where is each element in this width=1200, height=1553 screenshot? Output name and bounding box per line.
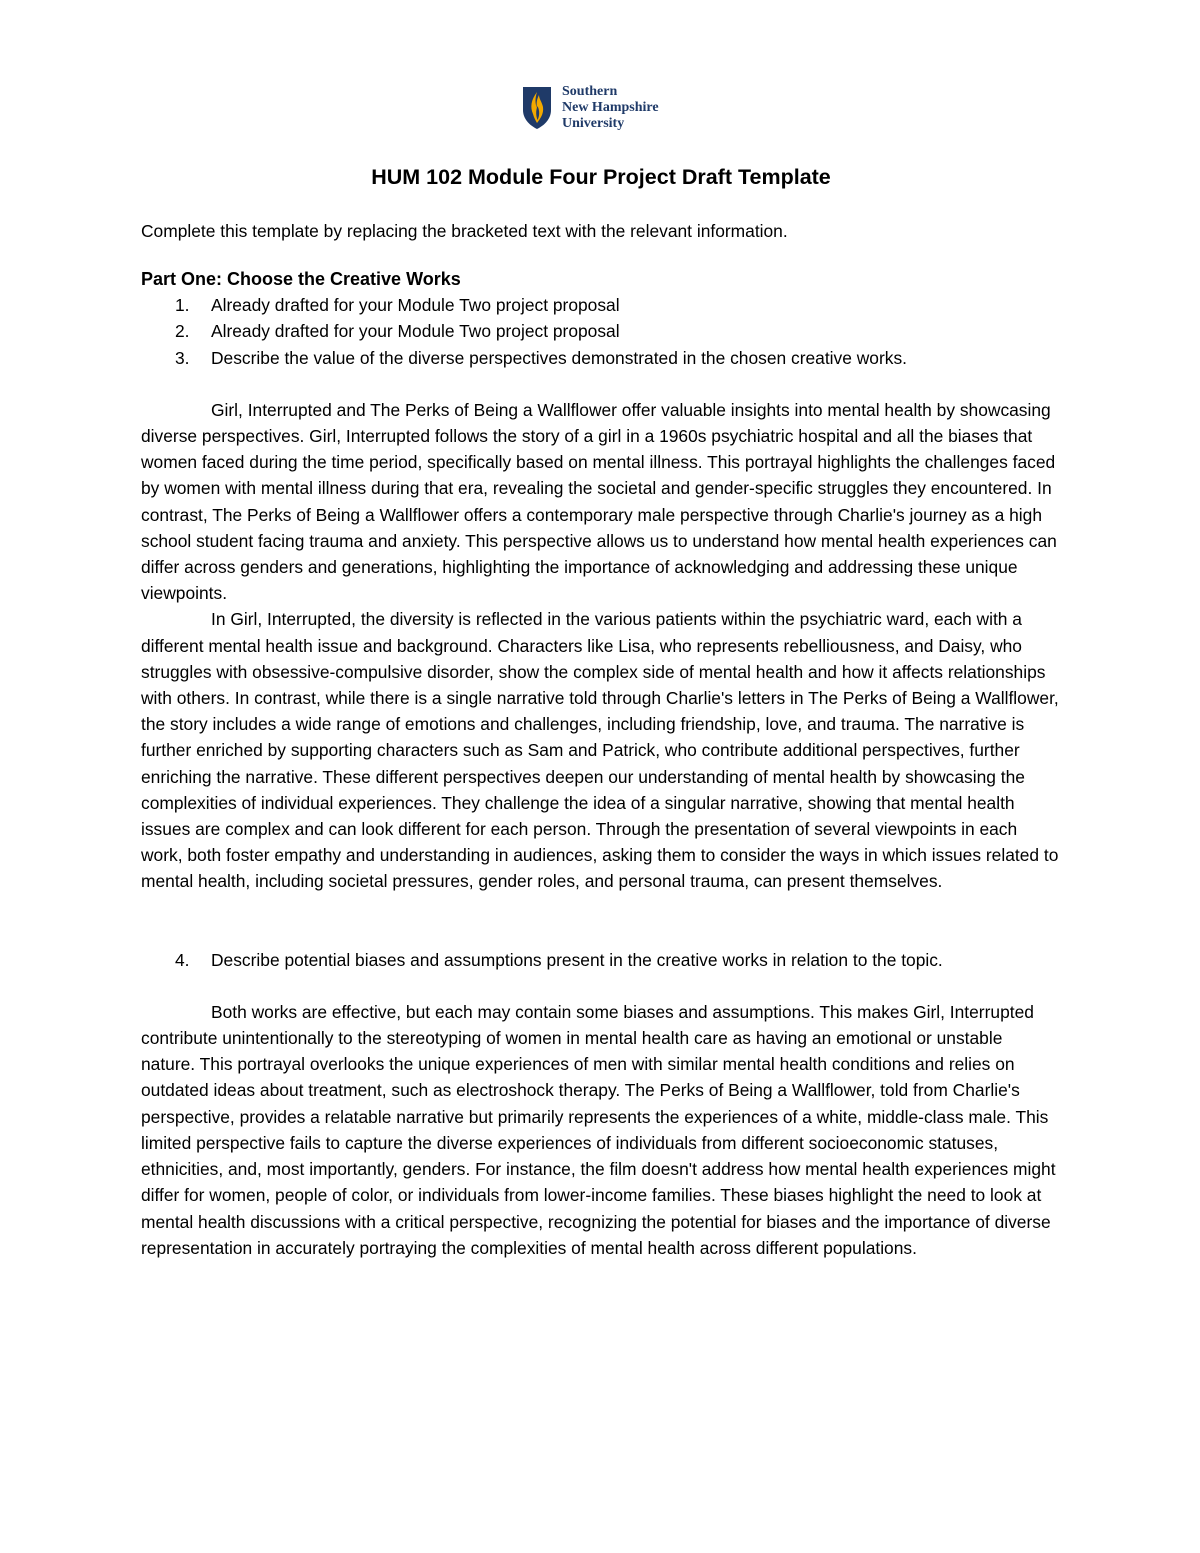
- list-item: [141, 345, 1061, 371]
- item-text: Already drafted for your Module Two project proposal: [211, 295, 620, 316]
- document-title: HUM 102 Module Four Project Draft Template: [371, 165, 831, 189]
- university-logo: [522, 84, 659, 132]
- body-paragraph: Girl, Interrupted and The Perks of Being a Wallflower offer valuable insights into mental health by showcasing diverse perspectives. Girl, Interrupted follows the story of a girl in a 1960s psychiatric hospital and all the biases that women faced during the time period, specifically based on mental illness. This portrayal highlights the challenges faced by women with mental illness during that era, revealing the societal and gender-specific struggles they encountered. In contrast, The Perks of Being a Wallflower offers a contemporary male perspective through Charlie's journey as a high school student facing trauma and anxiety. This perspective allows us to understand how mental health experiences can differ across genders and generations, highlighting the importance of acknowledging and addressing these unique viewpoints.: [141, 399, 1057, 604]
- spacer: [141, 973, 1061, 999]
- template-instructions: Complete this template by replacing the bracketed text with the relevant information.: [141, 221, 788, 241]
- document-body: [141, 162, 1061, 1261]
- item-number: 4.: [175, 949, 190, 970]
- item-number: 1.: [175, 295, 190, 316]
- list-item: [141, 292, 1061, 318]
- item-number: 2.: [175, 321, 190, 342]
- logo-line-3: University: [562, 116, 625, 131]
- list-item: [141, 947, 1061, 973]
- item-text: Already drafted for your Module Two project proposal: [211, 321, 620, 342]
- body-paragraph: In Girl, Interrupted, the diversity is reflected in the various patients within the psychiatric ward, each with a different mental health issue and background. Characters like Lisa, who represents rebelliousness, and Daisy, who struggles with obsessive-compulsive disorder, show the complex side of mental health and how it affects relationships with others. In contrast, while there is a single narrative told through Charlie's letters in The Perks of Being a Wallflower, the story includes a wide range of emotions and challenges, including friendship, love, and trauma. The narrative is further enriched by supporting characters such as Sam and Patrick, who contribute additional perspectives, further enriching the narrative. These different perspectives deepen our understanding of mental health by showcasing the complexities of individual experiences. They challenge the idea of a singular narrative, showing that mental health issues are complex and can look different for each person. Through the presentation of several viewpoints in each work, both foster empathy and understanding in audiences, asking them to consider the ways in which issues related to mental health, including societal pressures, gender roles, and personal trauma, can present themselves.: [141, 609, 1059, 892]
- logo-line-2: New Hampshire: [562, 100, 659, 115]
- list-item: [141, 318, 1061, 344]
- spacer: [141, 371, 1061, 397]
- item-list: [141, 292, 1061, 371]
- flame-shield-icon: [522, 86, 552, 130]
- logo-wordmark: [562, 84, 659, 132]
- item-text: Describe potential biases and assumptions present in the creative works in relation to the topic.: [211, 949, 943, 970]
- body-paragraph: Both works are effective, but each may contain some biases and assumptions. This makes Girl, Interrupted contribute unintentionally to the stereotyping of women in mental health care as having an emotional or unstable nature. This portrayal overlooks the unique experiences of men with similar mental health conditions and relies on outdated ideas about treatment, such as electroshock therapy. The Perks of Being a Wallflower, told from Charlie's perspective, provides a relatable narrative but primarily represents the experiences of a white, middle-class male. This limited perspective fails to capture the diverse experiences of individuals from different socioeconomic statuses, ethnicities, and, most importantly, genders. For instance, the film doesn't address how mental health experiences might differ for women, people of color, or individuals from lower-income families. These biases highlight the need to look at mental health discussions with a critical perspective, recognizing the potential for biases and the importance of diverse representation in accurately portraying the complexities of mental health across different populations.: [141, 1001, 1056, 1258]
- logo-line-1: Southern: [562, 84, 618, 99]
- part-one-heading: Part One: Choose the Creative Works: [141, 269, 461, 290]
- item-text: Describe the value of the diverse perspectives demonstrated in the chosen creative works.: [211, 347, 907, 368]
- spacer: [141, 895, 1061, 947]
- item-list: [141, 947, 1061, 973]
- item-number: 3.: [175, 347, 190, 368]
